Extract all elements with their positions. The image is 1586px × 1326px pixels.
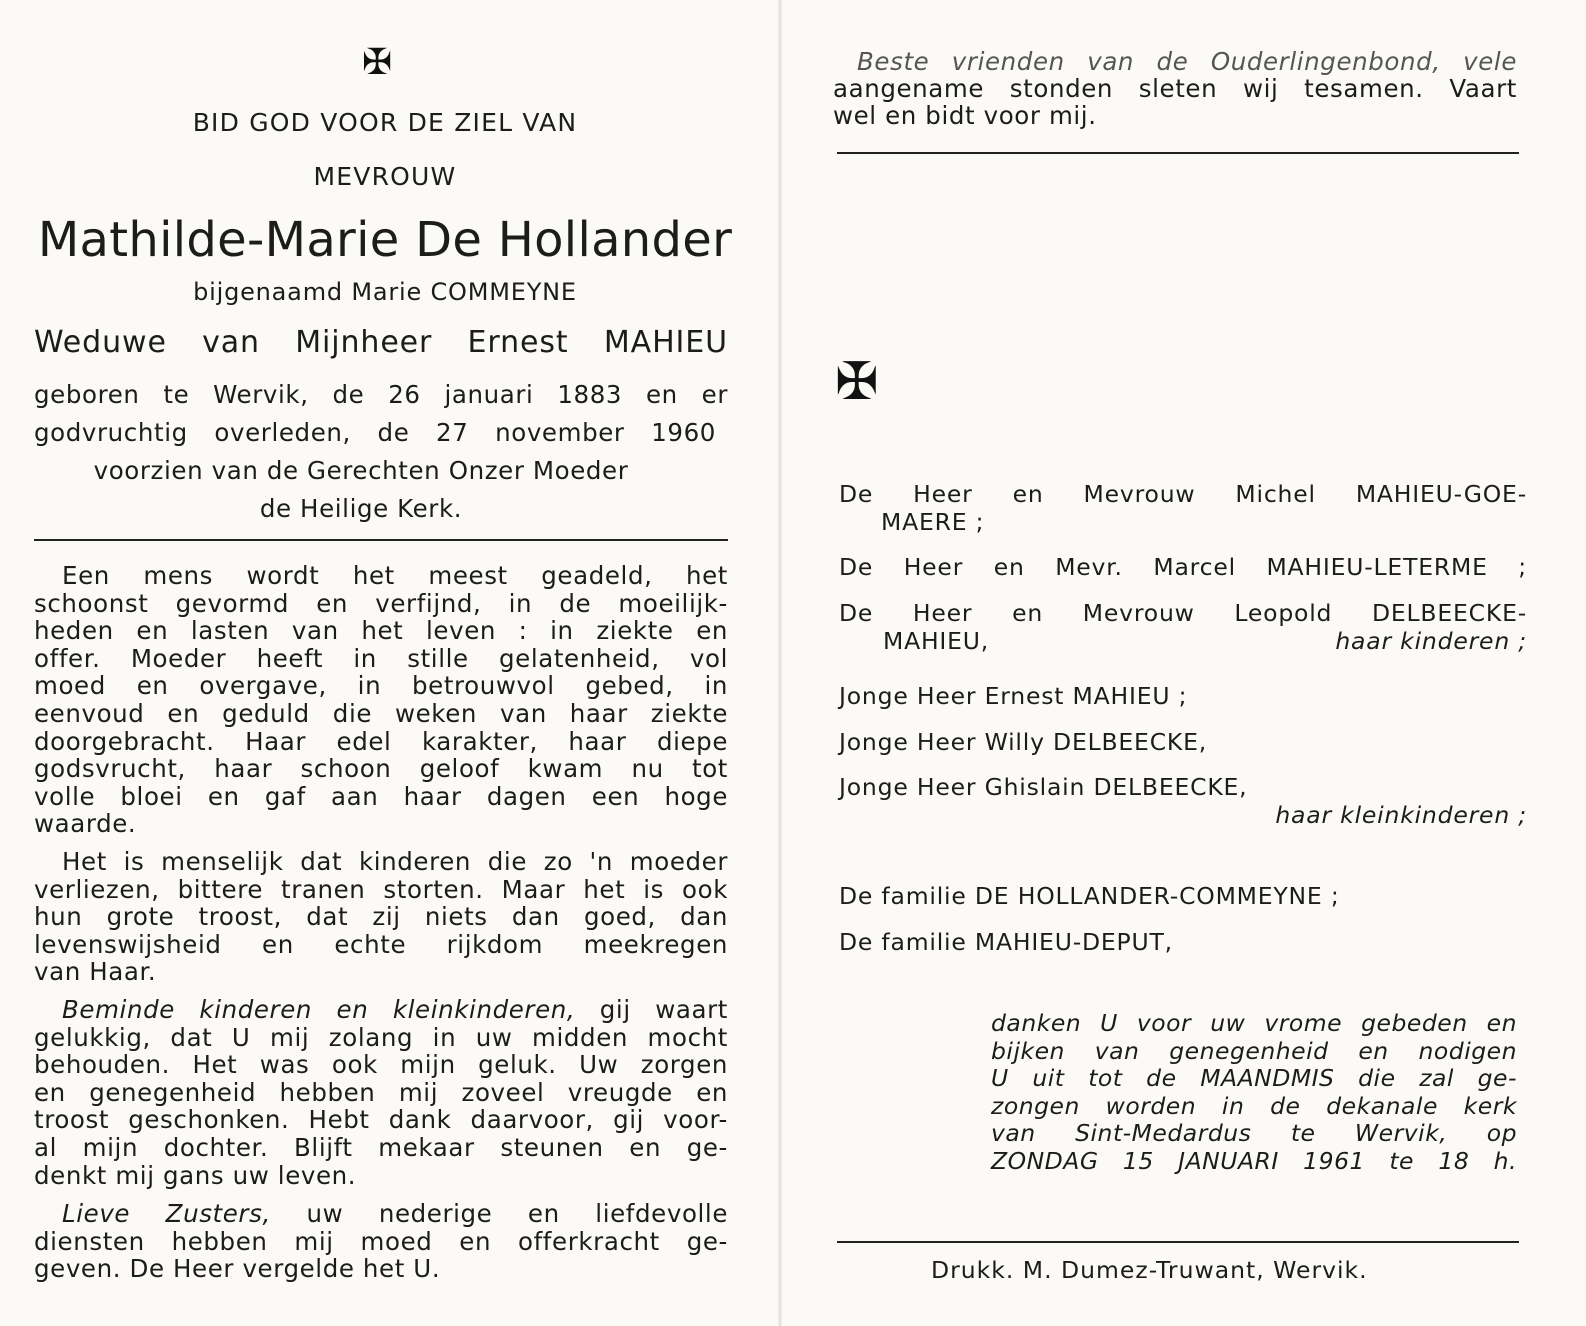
paragraph-3: [34, 996, 728, 1189]
para1-line: Een mens wordt het meest geadeld, het: [62, 561, 728, 590]
family-line-2: De Heer en Mevr. Marcel MAHIEU-LETERME ;: [839, 553, 1527, 581]
para1-line: moed en overgave, in betrouwvol gebed, in: [34, 671, 728, 701]
cross-icon: ✠: [362, 42, 393, 83]
para3-line: troost geschonken. Hebt dank daarvoor, gij voor-: [34, 1105, 728, 1135]
right-divider-bottom: [837, 1241, 1519, 1243]
grandchildren-label: [839, 801, 1527, 829]
para1-line: heden en lasten van het leven : in ziekte en: [34, 616, 728, 646]
paragraph-2: [34, 848, 728, 986]
family-line-4: Jonge Heer Ernest MAHIEU ;: [839, 682, 1188, 710]
children-label-text: haar kinderen ;: [1335, 627, 1527, 655]
para1-line: volle bloei en gaf aan haar dagen een hoge: [34, 781, 728, 811]
family-line-8: De familie DE HOLLANDER-COMMEYNE ;: [839, 882, 1340, 910]
grandchildren-label-text: haar kleinkinderen ;: [1275, 801, 1527, 829]
left-divider: [34, 539, 728, 541]
para4-line: diensten hebben mij moed en offerkracht ge-: [34, 1226, 728, 1256]
farewell-line: Beste vrienden van de Ouderlingenbond, vele: [857, 47, 1517, 76]
birth-line-1: geboren te Wervik, de 26 januari 1883 en er: [34, 380, 728, 409]
para2-line: verliezen, bittere tranen storten. Maar het is ook: [34, 874, 728, 904]
left-page: [0, 0, 780, 1326]
farewell-note: [833, 48, 1517, 129]
thanks-line: bijken van genegenheid en nodigen: [991, 1036, 1517, 1065]
para2-line: Het is menselijk dat kinderen die zo 'n moeder: [62, 847, 728, 876]
para2-line: hun grote troost, dat zij niets dan goed, dan: [34, 902, 728, 932]
prayer-header: BID GOD VOOR DE ZIEL VAN: [192, 108, 578, 137]
para3-address: Beminde kinderen en kleinkinderen,: [62, 995, 576, 1024]
family-line-1b: MAERE ;: [881, 508, 985, 536]
para4-line: [34, 1200, 728, 1228]
right-divider-top: [837, 152, 1519, 154]
paragraph-4: [34, 1200, 728, 1283]
para1-line: eenvoud en geduld die weken van haar ziekte: [34, 698, 728, 728]
thanks-line: danken U voor uw vrome gebeden en: [991, 1009, 1517, 1037]
para4-line: geven. De Heer vergelde het U.: [34, 1254, 441, 1284]
deceased-name: Mathilde-Marie De Hollander: [37, 212, 733, 268]
thanks-line: U uit tot de MAANDMIS die zal ge-: [991, 1064, 1517, 1092]
para3-line: al mijn dochter. Blijft mekaar steunen en ge-: [34, 1132, 728, 1162]
thanks-line: zongen worden in de dekanale kerk: [991, 1091, 1517, 1120]
para1-line: waarde.: [34, 809, 137, 839]
birth-line-2: godvruchtig overleden, de 27 november 1960: [34, 418, 716, 447]
thanks-line: van Sint-Medardus te Wervik, op: [991, 1119, 1517, 1147]
para1-line: schoonst gevormd en verfijnd, in de moeilijk-: [34, 588, 728, 618]
para4-address: Lieve Zusters,: [62, 1199, 271, 1228]
family-line-6: Jonge Heer Ghislain DELBEECKE,: [839, 773, 1248, 801]
family-line-9: De familie MAHIEU-DEPUT,: [839, 928, 1173, 956]
para1-line: godsvrucht, haar schoon geloof kwam nu tot: [34, 754, 728, 784]
birth-line-3: voorzien van de Gerechten Onzer Moeder: [93, 456, 629, 485]
para3-line: [34, 996, 728, 1024]
para3-line: denkt mij gans uw leven.: [34, 1160, 357, 1190]
farewell-line: aangename stonden sleten wij tesamen. Vaart: [833, 74, 1517, 103]
para2-line: levenswijsheid en echte rijkdom meekregen: [34, 929, 728, 959]
family-line-1: De Heer en Mevrouw Michel MAHIEU-GOE-: [839, 480, 1527, 508]
right-page: [780, 0, 1586, 1326]
para1-line: offer. Moeder heeft in stille gelatenheid, vol: [34, 643, 728, 673]
para3-line: en genegenheid hebben mij zoveel vreugde en: [34, 1077, 728, 1107]
widow-of: Weduwe van Mijnheer Ernest MAHIEU: [34, 325, 728, 360]
birth-line-4: de Heilige Kerk.: [259, 494, 463, 523]
paragraph-1: [34, 562, 728, 838]
family-line-3b: MAHIEU,: [883, 627, 990, 655]
para1-line: doorgebracht. Haar edel karakter, haar diepe: [34, 726, 728, 756]
para3-line: behouden. Het was ook mijn geluk. Uw zorgen: [34, 1050, 728, 1080]
family-line-3: De Heer en Mevrouw Leopold DELBEECKE-: [839, 599, 1527, 627]
para2-line: van Haar.: [34, 957, 157, 987]
para3-line: gelukkig, dat U mij zolang in uw midden mocht: [34, 1022, 728, 1052]
thanks-line: ZONDAG 15 JANUARI 1961 te 18 h.: [991, 1146, 1517, 1175]
title-prefix: MEVROUW: [313, 162, 457, 191]
printer-credit: Drukk. M. Dumez-Truwant, Wervik.: [931, 1256, 1368, 1284]
farewell-line: wel en bidt voor mij.: [833, 101, 1097, 130]
birth-death-block: [34, 376, 728, 528]
family-line-5: Jonge Heer Willy DELBEECKE,: [839, 728, 1208, 756]
cross-icon: ✠: [835, 352, 879, 412]
children-label: [839, 627, 1527, 655]
thanks-block: [991, 1010, 1517, 1175]
para3-text: gij waart: [599, 995, 728, 1024]
para4-text: uw nederige en liefdevolle: [306, 1199, 729, 1228]
nickname: bijgenaamd Marie COMMEYNE: [193, 278, 577, 306]
